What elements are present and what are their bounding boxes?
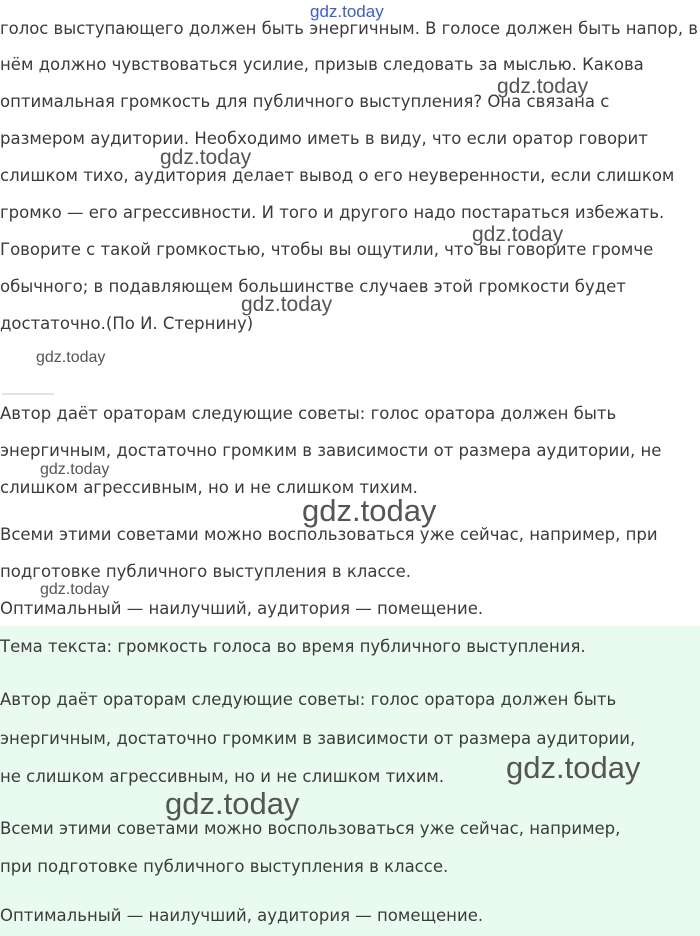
- source-line: громко — его агрессивности. И того и другого надо постараться избежать.: [0, 203, 665, 222]
- watermark-top: gdz.today: [310, 2, 384, 21]
- watermark: gdz.today: [506, 750, 641, 785]
- watermark: gdz.today: [241, 293, 333, 316]
- usage-line: Всеми этими советами можно воспользоваться уже сейчас, например,: [0, 819, 621, 838]
- source-line: нём должно чувствоваться усилие, призыв следовать за мыслью. Какова: [0, 55, 644, 74]
- advice-line: энергичным, достаточно громким в зависимости от размера аудитории,: [0, 729, 636, 748]
- divider: [2, 393, 54, 395]
- advice-line: слишком агрессивным, но и не слишком тихим.: [0, 478, 418, 497]
- source-line: обычного; в подавляющем большинстве случаев этой громкости будет: [0, 277, 626, 296]
- source-line: голос выступающего должен быть энергичным. В голосе должен быть напор, в: [0, 19, 699, 38]
- watermark: gdz.today: [40, 581, 110, 598]
- definition-line: Оптимальный — наилучший, аудитория — помещение.: [0, 599, 484, 618]
- usage-line: подготовке публичного выступления в классе.: [0, 562, 411, 581]
- watermark: gdz.today: [302, 493, 437, 528]
- source-line: оптимальная громкость для публичного выступления? Она связана с: [0, 92, 610, 111]
- watermark: gdz.today: [160, 146, 252, 169]
- source-line: размером аудитории. Необходимо иметь в виду, что если оратор говорит: [0, 129, 648, 148]
- topic-line: Тема текста: громкость голоса во время публичного выступления.: [0, 637, 586, 656]
- advice-line: энергичным, достаточно громким в зависимости от размера аудитории, не: [0, 441, 662, 460]
- watermark: gdz.today: [40, 461, 110, 478]
- source-line: достаточно.(По И. Стернину): [0, 314, 254, 333]
- definition-line: Оптимальный — наилучший, аудитория — помещение.: [0, 906, 484, 925]
- source-line: слишком тихо, аудитория делает вывод о его неуверенности, если слишком: [0, 166, 675, 185]
- watermark: gdz.today: [165, 786, 300, 821]
- source-line: Говорите с такой громкостью, чтобы вы ощутили, что вы говорите громче: [0, 240, 654, 259]
- watermark: gdz.today: [497, 75, 589, 98]
- watermark: gdz.today: [472, 223, 564, 246]
- advice-line: не слишком агрессивным, но и не слишком тихим.: [0, 767, 445, 786]
- advice-line: Автор даёт ораторам следующие советы: голос оратора должен быть: [0, 404, 617, 423]
- advice-line: Автор даёт ораторам следующие советы: голос оратора должен быть: [0, 690, 617, 709]
- usage-line: при подготовке публичного выступления в классе.: [0, 857, 449, 876]
- watermark: gdz.today: [36, 349, 106, 366]
- usage-line: Всеми этими советами можно воспользоваться уже сейчас, например, при: [0, 525, 658, 544]
